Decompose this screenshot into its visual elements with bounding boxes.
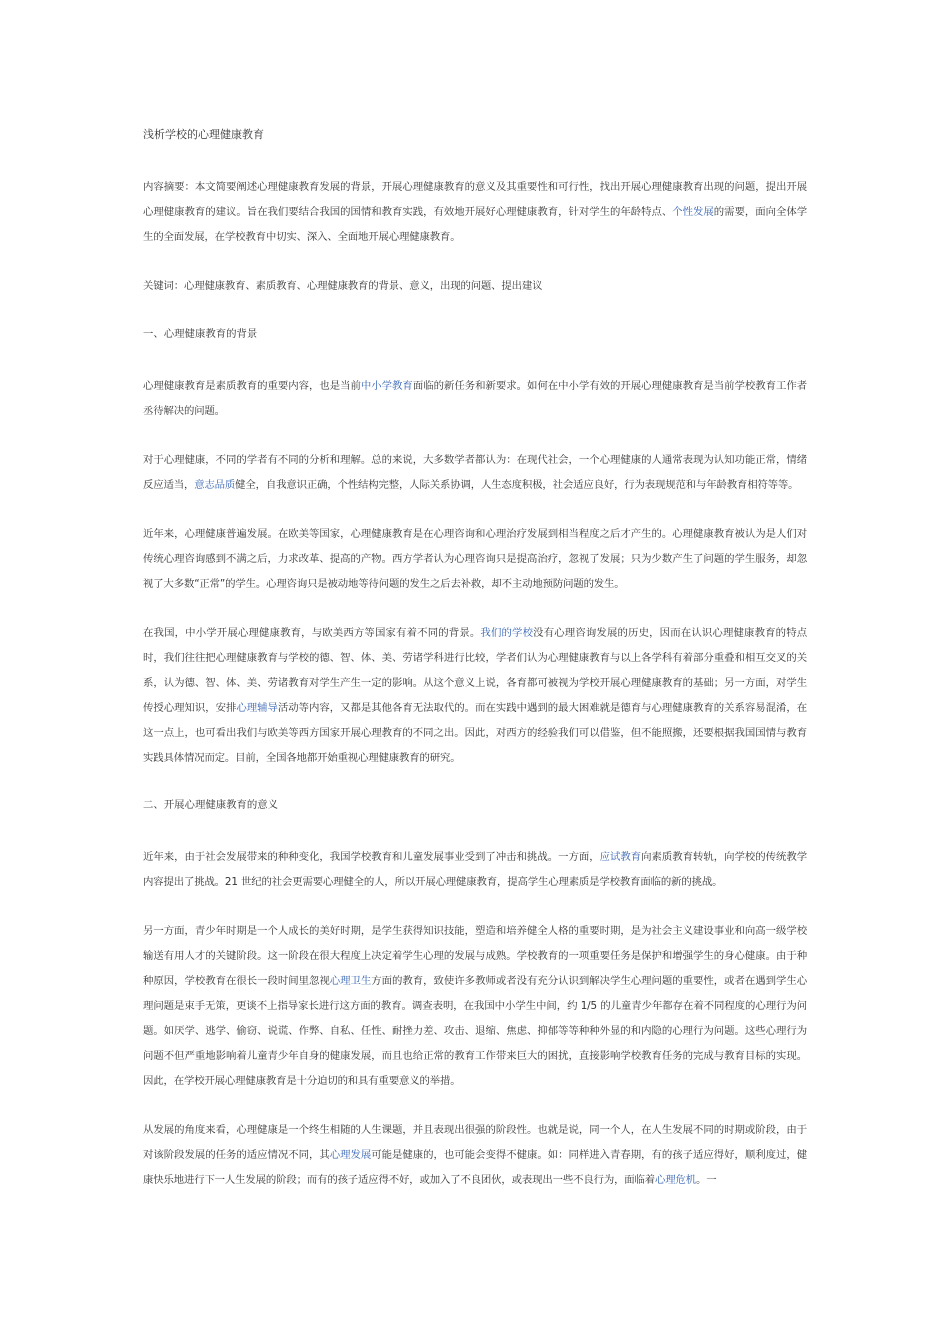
p4-text-c: 活动等内容，又都是其他各育无法取代的。而在实践中遇到的最大困难就是德育与心理健康教育的关系容易混淆，在这一点上，也可看出我们与欧美等西方国家开展心理教育的不同之出。因此，对西方的经验我们可以借鉴，但不能照搬，还要根据我国国情与教育实践具体情况而定。目前，全国各地都开始重视心理健康教育的研究。 <box>143 702 807 764</box>
section-heading-significance: 二、开展心理健康教育的意义 <box>143 799 279 811</box>
link-psychological-counseling[interactable]: 心理辅导 <box>236 702 278 714</box>
p1-text-b: 面临的新任务和新要求。如何在中小学有效的开展心理健康教育是当前学校教育工作者丞待解决的问题。 <box>143 380 807 417</box>
p4-text-b: 没有心理咨询发展的历史，因而在认识心理健康教育的特点时，我们往往把心理健康教育与学校的德、智、体、美、劳诸学科进行比较，学者们认为心理健康教育与以上各学科有着部分重叠和相互交叉的关系，认为德、智、体、美、劳诸教育对学生产生一定的影响。从这个意义上说，各育都可被视为学校开展心理健康教育的基础；另一方面，对学生传授心理知识，安排 <box>143 627 808 714</box>
link-willpower-quality[interactable]: 意志品质 <box>194 479 236 491</box>
link-mental-hygiene[interactable]: 心理卫生 <box>329 975 372 987</box>
p7-text-b: 可能是健康的，也可能会变得不健康。如：同样进入青春期，有的孩子适应得好，顺利度过，健康快乐地进行下一人生发展的阶段；而有的孩子适应得不好，或加入了不良团伙，或表现出一些不良行为，面临着 <box>143 1149 807 1186</box>
paragraph-2 <box>143 448 807 498</box>
p2-text-a: 对于心理健康，不同的学者有不同的分析和理解。总的来说，大多数学者都认为：在现代社会，一个心理健康的人通常表现为认知功能正常，情绪反应适当， <box>143 454 807 491</box>
p4-text-a: 在我国，中小学开展心理健康教育，与欧美西方等国家有着不同的背景。 <box>143 627 481 639</box>
paragraph-4 <box>143 621 807 771</box>
abstract-text-b: 的需要，面向全体学生的全面发展，在学校教育中切实、深入、全面地开展心理健康教育。 <box>143 206 807 243</box>
paragraph-6 <box>143 919 807 1094</box>
p7-text-c: 。一 <box>696 1174 717 1186</box>
p2-text-b: 健全，自我意识正确，个性结构完整，人际关系协调，人生态度积极，社会适应良好，行为表现规范和与年龄教育相符等等。 <box>235 479 799 491</box>
link-psychological-development[interactable]: 心理发展 <box>329 1149 372 1161</box>
link-personality-development[interactable]: 个性发展 <box>672 206 714 218</box>
abstract-paragraph <box>143 175 807 250</box>
document-title: 浅析学校的心理健康教育 <box>143 128 264 141</box>
abstract-text-a: 内容摘要：本文简要阐述心理健康教育发展的背景，开展心理健康教育的意义及其重要性和可行性，找出开展心理健康教育出现的问题，提出开展心理健康教育的建议。旨在我们要结合我国的国情和教育实践，有效地开展好心理健康教育，针对学生的年龄特点、 <box>143 181 807 218</box>
p7-text-a: 从发展的角度来看，心理健康是一个终生相随的人生课题，并且表现出很强的阶段性。也就是说，同一个人，在人生发展不同的时期或阶段，由于对该阶段发展的任务的适应情况不同，其 <box>143 1124 807 1161</box>
link-primary-secondary-education[interactable]: 中小学教育 <box>360 380 413 392</box>
paragraph-3: 近年来，心理健康普遍发展。在欧美等国家，心理健康教育是在心理咨询和心理治疗发展到相当程度之后才产生的。心理健康教育被认为是人们对传统心理咨询感到不满之后，力求改革、提高的产物。西方学者认为心理咨询只是提高治疗，忽视了发展；只为少数产生了问题的学生服务，却忽视了大多数“正常”的学生。心理咨询只是被动地等待问题的发生之后去补救，却不主动地预防问题的发生。 <box>143 528 807 590</box>
p5-text-a: 近年来，由于社会发展带来的种种变化，我国学校教育和儿童发展事业受到了冲击和挑战。一方面， <box>143 851 600 863</box>
document-page <box>143 125 807 1217</box>
p6-text-b: 方面的教育，致使许多教师或者没有充分认识到解决学生心理问题的重要性，或者在遇到学生心理问题是束手无策，更谈不上指导家长进行这方面的教育。调查表明，在我国中小学生中间，约 1/5 的儿童青少年都存在着不同程度的心理行为问题。如厌学、逃学、偷窃、说谎、作弊、自私、任性、耐挫力差、攻击、退缩、焦虑、抑郁等等种种外显的和内隐的心理行为问题。这些心理行为问题不但严重地影响着儿童青少年自身的健康发展，而且也给正常的教育工作带来巨大的困扰，直接影响学校教育任务的完成与教育目标的实现。因此，在学校开展心理健康教育是十分迫切的和具有重要意义的举措。 <box>143 975 807 1087</box>
link-our-school[interactable]: 我们的学校 <box>480 627 534 639</box>
link-psychological-crisis[interactable]: 心理危机 <box>655 1174 696 1186</box>
p6-text-a: 另一方面，青少年时期是一个人成长的美好时期，是学生获得知识技能，塑造和培养健全人格的重要时期，是为社会主义建设事业和向高一级学校输送有用人才的关键阶段。这一阶段在很大程度上决定着学生心理的发展与成熟。学校教育的一项重要任务是保护和增强学生的身心健康。由于种种原因，学校教育在很长一段时间里忽视 <box>143 925 807 987</box>
keywords-paragraph: 关键词：心理健康教育、素质教育、心理健康教育的背景、意义，出现的问题、提出建议 <box>143 280 543 292</box>
paragraph-7 <box>143 1118 807 1193</box>
paragraph-5 <box>143 845 807 895</box>
link-exam-oriented-education[interactable]: 应试教育 <box>599 851 642 863</box>
section-heading-background: 一、心理健康教育的背景 <box>143 328 258 340</box>
paragraph-1 <box>143 374 807 424</box>
p5-text-b: 向素质教育转轨，向学校的传统教学内容提出了挑战。21 世纪的社会更需要心理健全的人，所以开展心理健康教育，提高学生心理素质是学校教育面临的新的挑战。 <box>143 851 807 888</box>
p1-text-a: 心理健康教育是素质教育的重要内容，也是当前 <box>143 380 361 392</box>
